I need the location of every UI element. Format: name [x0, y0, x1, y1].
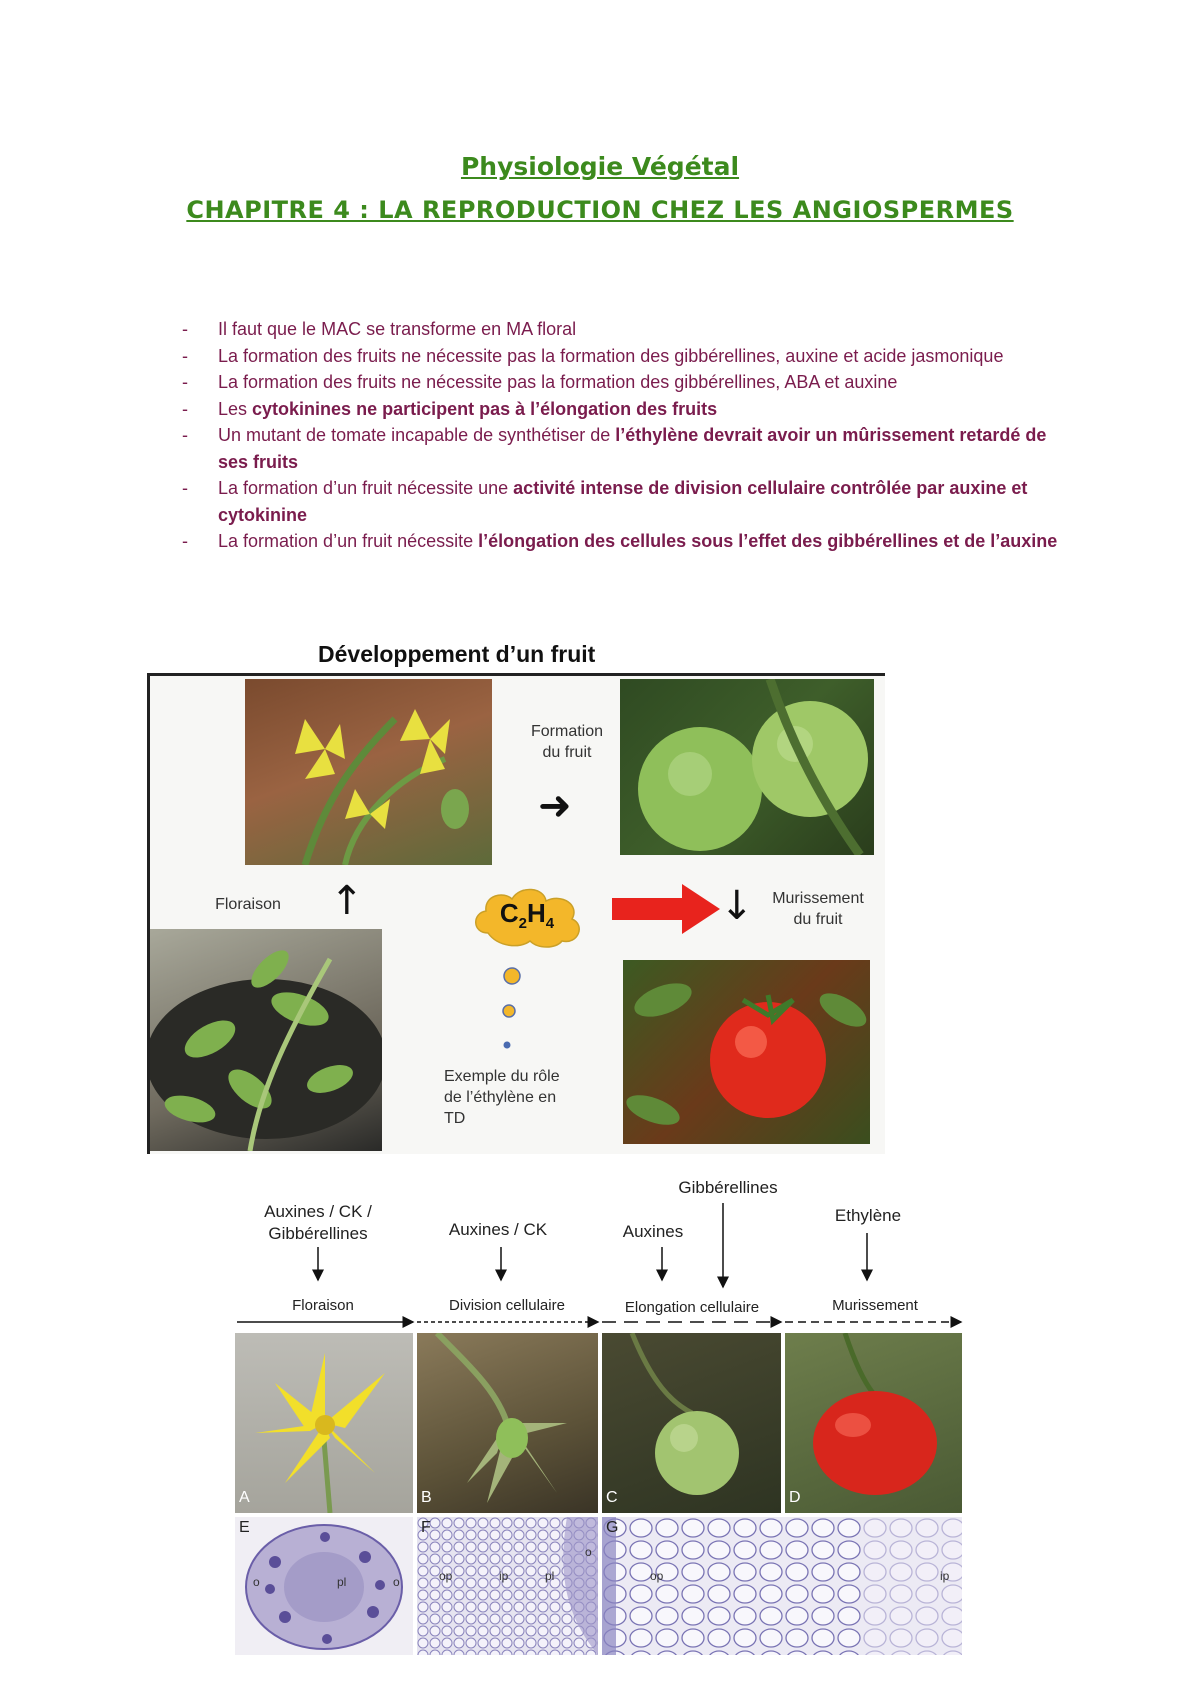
molecule-formula — [468, 898, 586, 932]
bullet-text: Un mutant de tomate incapable de synthétiser de — [218, 425, 616, 445]
red-tomato-illustration — [623, 960, 870, 1144]
bullet-bold-text: l’élongation des cellules sous l’effet des gibbérellines et de l’auxine — [478, 531, 1058, 551]
tissue-label: pl — [545, 1569, 555, 1583]
chapter-title: CHAPITRE 4 : LA REPRODUCTION CHEZ LES ANGIOSPERMES — [186, 196, 1014, 224]
subject-title: Physiologie Végétal — [460, 152, 740, 181]
ethylene-molecule — [468, 883, 586, 949]
red-arrow-icon — [612, 884, 722, 934]
bullet-bold-text: cytokinines ne participent pas à l’élongation des fruits — [252, 398, 718, 419]
red-tomato-photo — [623, 960, 870, 1144]
bullet-text: Il faut que le MAC se transforme en MA floral — [218, 319, 577, 339]
panel-e-histology — [235, 1517, 413, 1655]
right-arrow-icon: ➜ — [538, 783, 572, 829]
formula-c: C — [499, 898, 519, 928]
tomato-flower-photo — [245, 679, 492, 865]
tissue-label: ip — [499, 1569, 509, 1583]
flower-illustration — [245, 679, 492, 865]
down-arrow-icon: ↓ — [720, 883, 754, 929]
formula-h-sub: 4 — [545, 915, 555, 933]
panel-letter-f: F — [421, 1519, 431, 1536]
tissue-label: o — [393, 1575, 400, 1589]
bullet-item — [180, 475, 1060, 528]
floraison-label: Floraison — [215, 896, 281, 913]
bullet-item — [180, 396, 1060, 423]
tomato-plant-photo — [150, 929, 382, 1151]
bullet-text: La formation d’un fruit nécessite une — [218, 478, 514, 498]
fruit-development-figure — [147, 673, 885, 1154]
panel-b-fruitset — [417, 1333, 598, 1513]
murissement-label: Murissement du fruit — [772, 890, 864, 928]
green-tomato-illustration — [620, 679, 874, 855]
example-label: Exemple du rôle de l’éthylène en TD — [444, 1068, 560, 1127]
thought-bubbles-icon — [496, 966, 526, 1066]
bullet-item — [180, 343, 1060, 370]
bullet-list — [180, 316, 1060, 555]
division-tissue-illustration — [417, 1517, 598, 1655]
tissue-label: o — [585, 1545, 592, 1559]
tissue-label: ip — [940, 1569, 950, 1583]
bullet-item — [180, 528, 1060, 555]
bullet-text: La formation des fruits ne nécessite pas la formation des gibbérellines, ABA et auxine — [218, 372, 898, 392]
stage-label-murissement: Murissement — [832, 1297, 918, 1314]
bullet-text: La formation des fruits ne nécessite pas la formation des gibbérellines, auxine et acide jasmonique — [218, 345, 1004, 366]
hormone-label-5: Ethylène — [834, 1206, 902, 1225]
panel-letter-g: G — [606, 1519, 619, 1536]
formula-h: H — [527, 898, 546, 928]
up-arrow-icon: ↑ — [330, 878, 364, 924]
green-fruit-illustration — [602, 1333, 781, 1513]
plant-illustration — [150, 929, 382, 1151]
fruitset-illustration — [417, 1333, 598, 1513]
bullet-bold-text: l’éthylène devrait avoir un mûrissement retardé de ses fruits — [218, 425, 1047, 472]
panel-letter-c: C — [606, 1489, 618, 1506]
ovary-section-illustration — [235, 1517, 413, 1655]
formation-label: Formation du fruit — [530, 723, 604, 761]
panel-g-histology — [602, 1517, 962, 1655]
hormone-label-3: Auxines — [622, 1222, 684, 1241]
yellow-flower-illustration — [235, 1333, 413, 1513]
panel-letter-d: D — [789, 1489, 801, 1506]
panel-letter-b: B — [421, 1489, 432, 1506]
hormone-label-1: Auxines / CK / Gibbérellines — [264, 1202, 372, 1243]
bullet-bold-text: activité intense de division cellulaire contrôlée par auxine et cytokinine — [218, 478, 1028, 525]
bullet-text: La formation d’un fruit nécessite — [218, 531, 479, 551]
bullet-item — [180, 369, 1060, 396]
hormone-timeline-figure — [233, 1175, 965, 1655]
stage-label-elongation: Elongation cellulaire — [624, 1299, 760, 1316]
stage-label-floraison: Floraison — [292, 1297, 354, 1314]
figure1-title: Développement d’un fruit — [318, 641, 596, 667]
hormone-label-2: Auxines / CK — [448, 1220, 548, 1239]
panel-c-green — [602, 1333, 781, 1513]
panel-a-flower — [235, 1333, 413, 1513]
bullet-item — [180, 422, 1060, 475]
tissue-label: o — [253, 1575, 260, 1589]
hormone-label-4: Gibbérellines — [678, 1178, 778, 1197]
panel-letter-e: E — [239, 1519, 250, 1536]
elongation-tissue-illustration — [602, 1517, 962, 1655]
panel-letter-a: A — [239, 1489, 250, 1506]
tissue-label: op — [650, 1569, 664, 1583]
tissue-label: op — [439, 1569, 453, 1583]
tissue-label: pl — [337, 1575, 347, 1589]
formula-c-sub: 2 — [518, 915, 527, 933]
panel-f-histology — [417, 1517, 598, 1655]
bullet-text: Les — [218, 398, 253, 419]
panel-d-red — [785, 1333, 962, 1513]
stage-label-division: Division cellulaire — [449, 1297, 565, 1314]
green-tomato-photo — [620, 679, 874, 855]
bullet-item — [180, 316, 1060, 343]
red-fruit-illustration — [785, 1333, 962, 1513]
